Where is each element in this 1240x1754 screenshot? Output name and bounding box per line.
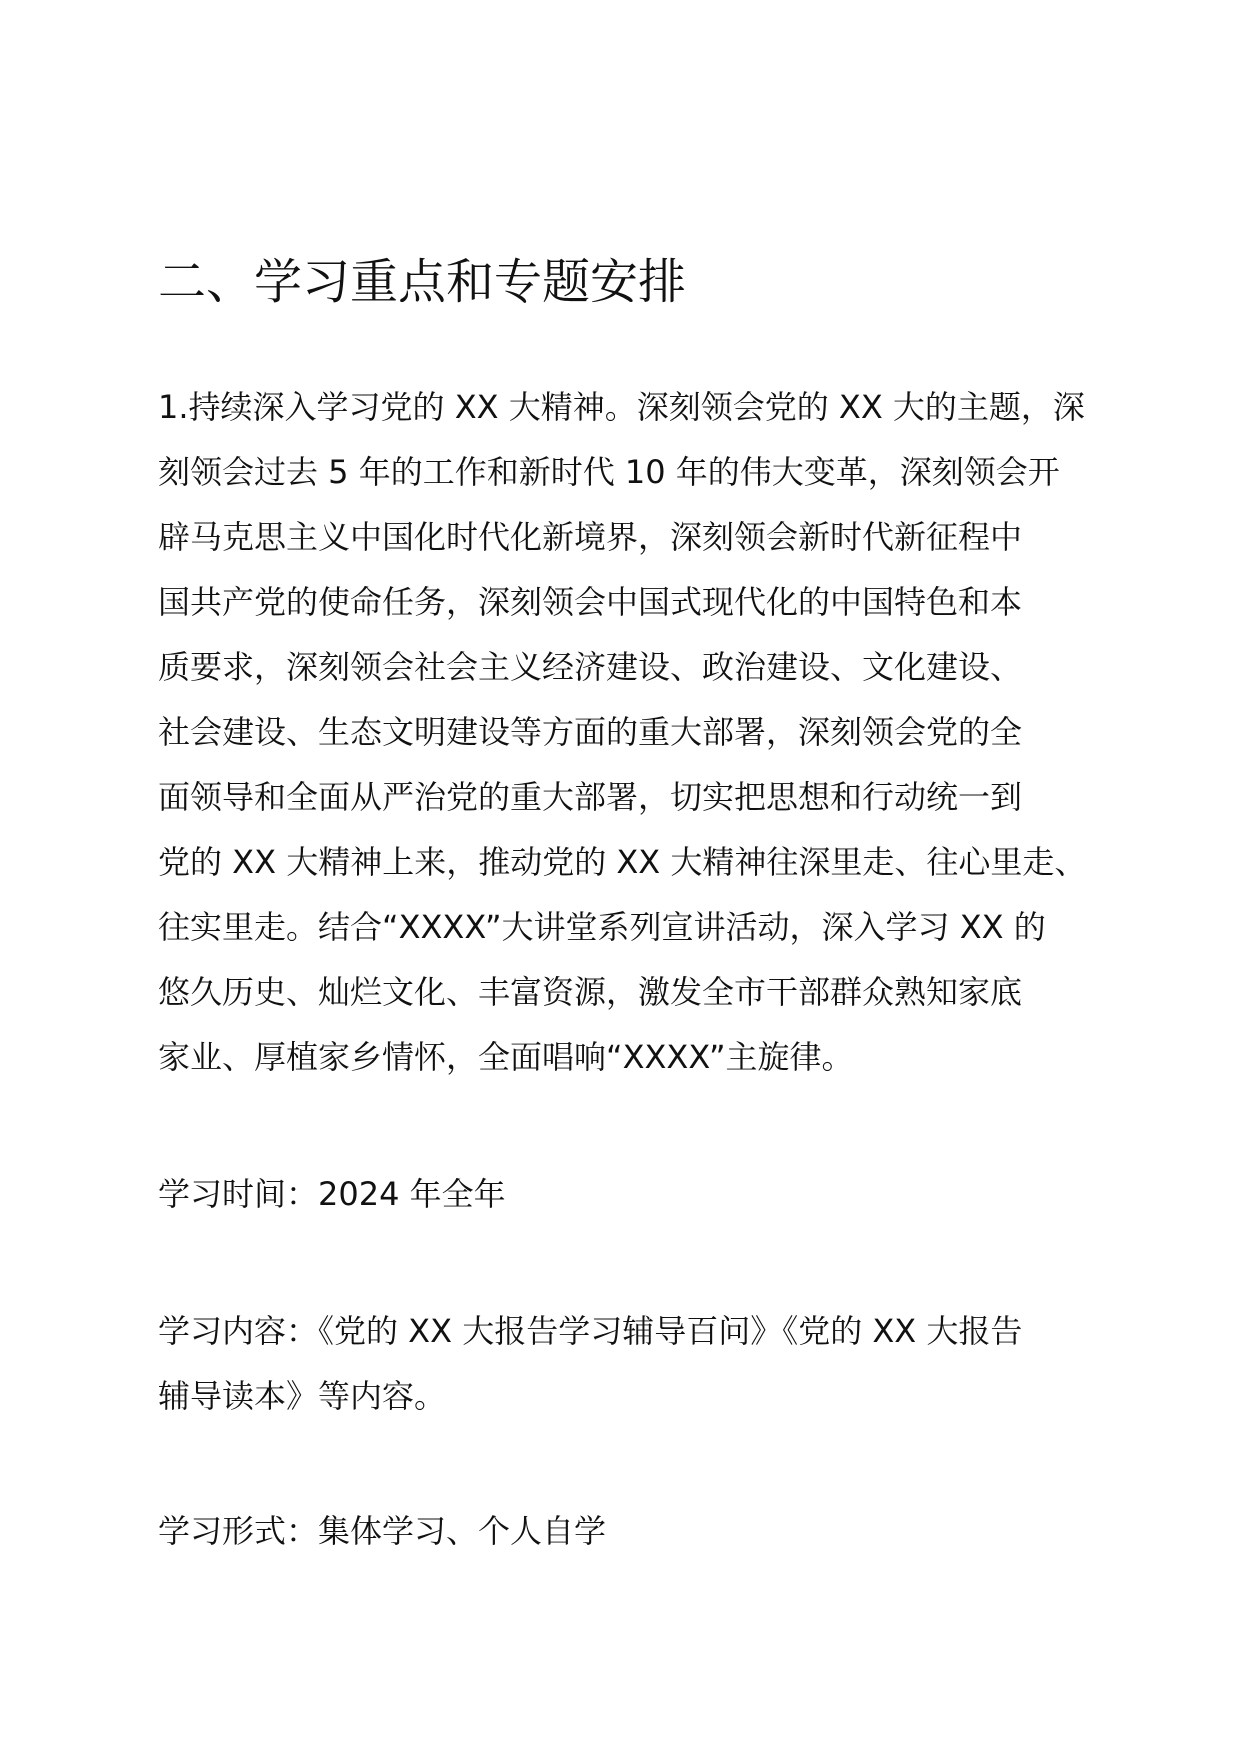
- section-heading: 二、学习重点和专题安排: [158, 254, 687, 310]
- paragraph-line: 刻领会过去 5 年的工作和新时代 10 年的伟大变革，深刻领会开: [158, 453, 1060, 491]
- spacer: [158, 1090, 1088, 1162]
- paragraph-line: 1.持续深入学习党的 XX 大精神。深刻领会党的 XX 大的主题，深: [158, 388, 1085, 426]
- study-form: [158, 1499, 1088, 1564]
- main-paragraph: [158, 375, 1088, 1090]
- study-time-line: 学习时间：2024 年全年: [158, 1175, 506, 1213]
- study-content-line: 辅导读本》等内容。: [158, 1377, 447, 1415]
- paragraph-line: 党的 XX 大精神上来，推动党的 XX 大精神往深里走、往心里走、: [158, 843, 1087, 881]
- study-content: [158, 1299, 1088, 1429]
- spacer: [158, 1227, 1088, 1299]
- paragraph-line: 质要求，深刻领会社会主义经济建设、政治建设、文化建设、: [158, 648, 1023, 686]
- paragraph-line: 悠久历史、灿烂文化、丰富资源，激发全市干部群众熟知家底: [158, 973, 1023, 1011]
- paragraph-line: 面领导和全面从严治党的重大部署，切实把思想和行动统一到: [158, 778, 1023, 816]
- study-time: [158, 1162, 1088, 1227]
- study-content-line: 学习内容：《党的 XX 大报告学习辅导百问》《党的 XX 大报告: [158, 1312, 1023, 1350]
- spacer: [158, 1429, 1088, 1499]
- paragraph-line: 社会建设、生态文明建设等方面的重大部署，深刻领会党的全: [158, 713, 1023, 751]
- paragraph-line: 辟马克思主义中国化时代化新境界，深刻领会新时代新征程中: [158, 518, 1023, 556]
- document-content: [158, 250, 1088, 1564]
- paragraph-line: 往实里走。结合“XXXX”大讲堂系列宣讲活动，深入学习 XX 的: [158, 908, 1046, 946]
- study-form-line: 学习形式：集体学习、个人自学: [158, 1512, 607, 1550]
- paragraph-line: 家业、厚植家乡情怀，全面唱响“XXXX”主旋律。: [158, 1038, 854, 1076]
- spacer: [158, 315, 1088, 375]
- paragraph-line: 国共产党的使命任务，深刻领会中国式现代化的中国特色和本: [158, 583, 1023, 621]
